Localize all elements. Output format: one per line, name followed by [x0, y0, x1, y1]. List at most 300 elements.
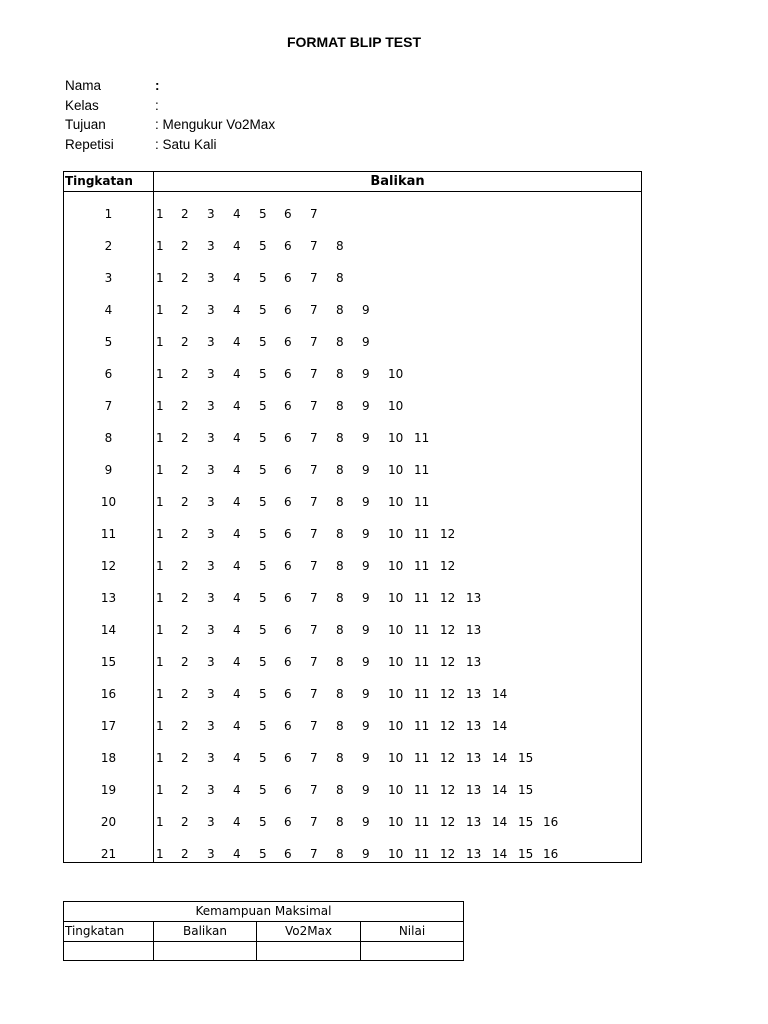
shuttle-number[interactable]: 8: [336, 271, 344, 285]
shuttle-number[interactable]: 2: [181, 399, 189, 413]
shuttle-number[interactable]: 3: [207, 559, 215, 573]
shuttle-number[interactable]: 1: [156, 367, 164, 381]
shuttle-number[interactable]: 7: [310, 751, 318, 765]
shuttle-number[interactable]: 5: [259, 847, 267, 861]
shuttle-number[interactable]: 6: [284, 815, 292, 829]
shuttle-number[interactable]: 1: [156, 559, 164, 573]
shuttle-number[interactable]: 10: [388, 495, 404, 509]
shuttle-number[interactable]: 1: [156, 239, 164, 253]
shuttle-number[interactable]: 1: [156, 463, 164, 477]
shuttle-number[interactable]: 12: [440, 687, 456, 701]
level-number: 7: [104, 399, 113, 413]
shuttle-number[interactable]: 8: [336, 751, 344, 765]
shuttle-number[interactable]: 13: [466, 591, 482, 605]
shuttle-number[interactable]: 11: [414, 623, 430, 637]
shuttle-number[interactable]: 11: [414, 559, 430, 573]
table-row: [64, 550, 641, 582]
shuttle-number[interactable]: 1: [156, 815, 164, 829]
shuttle-number[interactable]: 6: [284, 527, 292, 541]
shuttle-number[interactable]: 7: [310, 271, 318, 285]
shuttle-number[interactable]: 9: [362, 399, 370, 413]
shuttle-number[interactable]: 3: [207, 687, 215, 701]
shuttle-number[interactable]: 5: [259, 399, 267, 413]
shuttle-number[interactable]: 12: [440, 751, 456, 765]
shuttle-number[interactable]: 10: [388, 591, 404, 605]
shuttle-number[interactable]: 15: [518, 783, 534, 797]
shuttle-number[interactable]: 9: [362, 623, 370, 637]
info-value: :: [155, 78, 160, 93]
table-row: [64, 454, 641, 486]
shuttle-number[interactable]: 6: [284, 431, 292, 445]
shuttle-number[interactable]: 14: [492, 783, 508, 797]
shuttle-number[interactable]: 2: [181, 687, 189, 701]
shuttle-number[interactable]: 1: [156, 271, 164, 285]
shuttle-number[interactable]: 2: [181, 207, 189, 221]
shuttle-number[interactable]: 3: [207, 655, 215, 669]
summary-header-nilai: Nilai: [398, 924, 426, 938]
shuttle-number[interactable]: 2: [181, 495, 189, 509]
shuttle-number[interactable]: 5: [259, 591, 267, 605]
shuttle-number[interactable]: 11: [414, 751, 430, 765]
shuttle-number[interactable]: 3: [207, 207, 215, 221]
shuttle-number[interactable]: 9: [362, 847, 370, 861]
shuttle-number[interactable]: 12: [440, 847, 456, 861]
shuttle-number[interactable]: 4: [233, 751, 241, 765]
shuttle-number[interactable]: 2: [181, 239, 189, 253]
shuttle-number[interactable]: 6: [284, 303, 292, 317]
shuttle-number[interactable]: 5: [259, 815, 267, 829]
shuttle-number[interactable]: 3: [207, 783, 215, 797]
shuttle-number[interactable]: 12: [440, 591, 456, 605]
table-row: [64, 678, 641, 710]
shuttle-number[interactable]: 9: [362, 495, 370, 509]
shuttle-number[interactable]: 12: [440, 815, 456, 829]
shuttle-number[interactable]: 4: [233, 687, 241, 701]
shuttle-number[interactable]: 3: [207, 495, 215, 509]
shuttle-number[interactable]: 1: [156, 847, 164, 861]
shuttle-number[interactable]: 4: [233, 655, 241, 669]
table-row: [64, 646, 641, 678]
page-title: FORMAT BLIP TEST: [286, 34, 422, 50]
shuttle-number[interactable]: 10: [388, 719, 404, 733]
shuttle-number[interactable]: 4: [233, 271, 241, 285]
shuttle-number[interactable]: 7: [310, 815, 318, 829]
shuttle-number[interactable]: 13: [466, 687, 482, 701]
shuttle-number[interactable]: 1: [156, 751, 164, 765]
shuttle-number[interactable]: 8: [336, 463, 344, 477]
shuttle-number[interactable]: 9: [362, 559, 370, 573]
shuttle-number[interactable]: 2: [181, 463, 189, 477]
table-row: [64, 614, 641, 646]
shuttle-number[interactable]: 3: [207, 719, 215, 733]
shuttle-number[interactable]: 7: [310, 687, 318, 701]
shuttle-number[interactable]: 5: [259, 271, 267, 285]
shuttle-number[interactable]: 5: [259, 655, 267, 669]
shuttle-number[interactable]: 6: [284, 463, 292, 477]
shuttle-number[interactable]: 10: [388, 463, 404, 477]
shuttle-number[interactable]: 1: [156, 431, 164, 445]
shuttle-number[interactable]: 12: [440, 655, 456, 669]
shuttle-number[interactable]: 8: [336, 687, 344, 701]
shuttle-number[interactable]: 10: [388, 559, 404, 573]
shuttle-number[interactable]: 5: [259, 783, 267, 797]
shuttle-number[interactable]: 7: [310, 655, 318, 669]
shuttle-number[interactable]: 3: [207, 751, 215, 765]
shuttle-number[interactable]: 5: [259, 687, 267, 701]
table-row: [64, 358, 641, 390]
shuttle-number[interactable]: 2: [181, 591, 189, 605]
shuttle-number[interactable]: 4: [233, 847, 241, 861]
shuttle-number[interactable]: 16: [543, 847, 559, 861]
shuttle-number[interactable]: 8: [336, 559, 344, 573]
shuttle-number[interactable]: 2: [181, 303, 189, 317]
shuttle-number[interactable]: 12: [440, 623, 456, 637]
shuttle-number[interactable]: 2: [181, 335, 189, 349]
shuttle-number[interactable]: 5: [259, 719, 267, 733]
shuttle-number[interactable]: 13: [466, 751, 482, 765]
shuttle-number[interactable]: 6: [284, 591, 292, 605]
shuttle-number[interactable]: 12: [440, 559, 456, 573]
shuttle-number[interactable]: 4: [233, 815, 241, 829]
shuttle-number[interactable]: 6: [284, 847, 292, 861]
shuttle-number[interactable]: 7: [310, 431, 318, 445]
shuttle-number[interactable]: 8: [336, 847, 344, 861]
level-number: 21: [100, 847, 117, 861]
shuttle-number[interactable]: 5: [259, 623, 267, 637]
summary-cell-nilai[interactable]: [361, 942, 463, 961]
shuttle-number[interactable]: 12: [440, 719, 456, 733]
shuttle-number[interactable]: 2: [181, 751, 189, 765]
shuttle-number[interactable]: 4: [233, 719, 241, 733]
info-row-kelas: [65, 96, 275, 116]
shuttle-number[interactable]: 6: [284, 239, 292, 253]
level-number: 6: [104, 367, 113, 381]
shuttle-number[interactable]: 5: [259, 559, 267, 573]
shuttle-number[interactable]: 3: [207, 399, 215, 413]
summary-cell-balikan[interactable]: [154, 942, 256, 961]
header-divider: [64, 191, 641, 192]
shuttle-number[interactable]: 5: [259, 335, 267, 349]
shuttle-number[interactable]: 15: [518, 847, 534, 861]
shuttle-number[interactable]: 10: [388, 783, 404, 797]
shuttle-number[interactable]: 4: [233, 495, 241, 509]
header-level: Tingkatan: [65, 174, 133, 188]
shuttle-number[interactable]: 3: [207, 463, 215, 477]
level-number: 5: [104, 335, 113, 349]
shuttle-number[interactable]: 8: [336, 367, 344, 381]
shuttle-number[interactable]: 8: [336, 335, 344, 349]
shuttle-number[interactable]: 10: [388, 815, 404, 829]
shuttle-number[interactable]: 16: [543, 815, 559, 829]
summary-table: [63, 901, 464, 961]
shuttle-number[interactable]: 7: [310, 335, 318, 349]
shuttle-number[interactable]: 4: [233, 207, 241, 221]
shuttle-number[interactable]: 1: [156, 335, 164, 349]
shuttle-number[interactable]: 13: [466, 815, 482, 829]
shuttle-number[interactable]: 7: [310, 623, 318, 637]
shuttle-number[interactable]: 9: [362, 687, 370, 701]
shuttle-number[interactable]: 1: [156, 591, 164, 605]
shuttle-number[interactable]: 8: [336, 655, 344, 669]
shuttle-number[interactable]: 9: [362, 303, 370, 317]
info-row-nama: [65, 76, 275, 96]
shuttle-number[interactable]: 9: [362, 431, 370, 445]
shuttle-number[interactable]: 5: [259, 495, 267, 509]
shuttle-number[interactable]: 2: [181, 367, 189, 381]
level-number: 16: [100, 687, 117, 701]
shuttle-number[interactable]: 10: [388, 687, 404, 701]
info-row-tujuan: [65, 115, 275, 135]
shuttle-number[interactable]: 15: [518, 815, 534, 829]
shuttle-number[interactable]: 4: [233, 559, 241, 573]
info-value: : Satu Kali: [155, 136, 217, 152]
shuttle-number[interactable]: 2: [181, 655, 189, 669]
shuttle-number[interactable]: 13: [466, 719, 482, 733]
shuttle-number[interactable]: 2: [181, 815, 189, 829]
shuttle-number[interactable]: 13: [466, 623, 482, 637]
level-number: 10: [100, 495, 117, 509]
shuttle-number[interactable]: 5: [259, 751, 267, 765]
shuttle-number[interactable]: 6: [284, 719, 292, 733]
shuttle-number[interactable]: 8: [336, 719, 344, 733]
shuttle-number[interactable]: 7: [310, 367, 318, 381]
shuttle-number[interactable]: 3: [207, 847, 215, 861]
shuttle-number[interactable]: 3: [207, 527, 215, 541]
shuttle-number[interactable]: 9: [362, 783, 370, 797]
shuttle-number[interactable]: 7: [310, 495, 318, 509]
shuttle-number[interactable]: 7: [310, 207, 318, 221]
shuttle-number[interactable]: 1: [156, 687, 164, 701]
shuttle-number[interactable]: 11: [414, 495, 430, 509]
shuttle-number[interactable]: 2: [181, 719, 189, 733]
shuttle-number[interactable]: 9: [362, 591, 370, 605]
shuttle-number[interactable]: 4: [233, 303, 241, 317]
shuttle-number[interactable]: 13: [466, 783, 482, 797]
table-row: [64, 294, 641, 326]
level-number: 15: [100, 655, 117, 669]
shuttle-number[interactable]: 9: [362, 367, 370, 381]
level-number: 3: [104, 271, 113, 285]
level-number: 14: [100, 623, 117, 637]
shuttle-number[interactable]: 11: [414, 783, 430, 797]
summary-cell-vo2max[interactable]: [257, 942, 360, 961]
shuttle-number[interactable]: 15: [518, 751, 534, 765]
shuttle-number[interactable]: 8: [336, 527, 344, 541]
level-number: 18: [100, 751, 117, 765]
level-number: 19: [100, 783, 117, 797]
shuttle-number[interactable]: 3: [207, 303, 215, 317]
shuttle-number[interactable]: 11: [414, 655, 430, 669]
shuttle-number[interactable]: 8: [336, 431, 344, 445]
info-label: Nama: [65, 78, 102, 93]
shuttle-number[interactable]: 5: [259, 239, 267, 253]
shuttle-number[interactable]: 6: [284, 495, 292, 509]
shuttle-number[interactable]: 3: [207, 367, 215, 381]
shuttle-number[interactable]: 12: [440, 527, 456, 541]
shuttle-number[interactable]: 9: [362, 655, 370, 669]
shuttle-number[interactable]: 10: [388, 399, 404, 413]
shuttle-number[interactable]: 2: [181, 271, 189, 285]
shuttle-number[interactable]: 10: [388, 751, 404, 765]
shuttle-number[interactable]: 8: [336, 495, 344, 509]
shuttle-number[interactable]: 8: [336, 399, 344, 413]
shuttle-number[interactable]: 5: [259, 463, 267, 477]
table-row: [64, 262, 641, 294]
shuttle-number[interactable]: 7: [310, 847, 318, 861]
shuttle-number[interactable]: 10: [388, 655, 404, 669]
shuttle-number[interactable]: 8: [336, 239, 344, 253]
shuttle-number[interactable]: 9: [362, 719, 370, 733]
shuttle-number[interactable]: 3: [207, 335, 215, 349]
shuttle-number[interactable]: 4: [233, 239, 241, 253]
shuttle-number[interactable]: 9: [362, 335, 370, 349]
shuttle-number[interactable]: 14: [492, 687, 508, 701]
shuttle-number[interactable]: 11: [414, 431, 430, 445]
shuttle-number[interactable]: 9: [362, 527, 370, 541]
shuttle-number[interactable]: 8: [336, 783, 344, 797]
shuttle-number[interactable]: 11: [414, 463, 430, 477]
shuttle-number[interactable]: 9: [362, 463, 370, 477]
shuttle-number[interactable]: 2: [181, 847, 189, 861]
shuttle-number[interactable]: 6: [284, 399, 292, 413]
shuttle-number[interactable]: 8: [336, 815, 344, 829]
shuttle-number[interactable]: 8: [336, 623, 344, 637]
table-body: [64, 198, 641, 870]
shuttle-number[interactable]: 8: [336, 303, 344, 317]
level-number: 1: [104, 207, 113, 221]
shuttle-number[interactable]: 11: [414, 591, 430, 605]
info-block: [65, 76, 275, 154]
shuttle-number[interactable]: 2: [181, 559, 189, 573]
shuttle-number[interactable]: 5: [259, 207, 267, 221]
table-row: [64, 230, 641, 262]
shuttle-number[interactable]: 6: [284, 559, 292, 573]
shuttle-number[interactable]: 4: [233, 367, 241, 381]
shuttle-number[interactable]: 6: [284, 335, 292, 349]
shuttle-number[interactable]: 7: [310, 783, 318, 797]
shuttle-number[interactable]: 13: [466, 847, 482, 861]
shuttle-number[interactable]: 6: [284, 655, 292, 669]
shuttle-number[interactable]: 4: [233, 591, 241, 605]
summary-cell-tingkatan[interactable]: [64, 942, 153, 961]
shuttle-number[interactable]: 4: [233, 623, 241, 637]
shuttle-number[interactable]: 7: [310, 239, 318, 253]
summary-header-vo2max: Vo2Max: [284, 924, 333, 938]
shuttle-number[interactable]: 10: [388, 431, 404, 445]
shuttle-number[interactable]: 4: [233, 431, 241, 445]
shuttle-number[interactable]: 4: [233, 527, 241, 541]
shuttle-number[interactable]: 14: [492, 751, 508, 765]
shuttle-number[interactable]: 3: [207, 431, 215, 445]
shuttle-number[interactable]: 6: [284, 367, 292, 381]
shuttle-number[interactable]: 1: [156, 527, 164, 541]
blip-test-table: [63, 171, 642, 863]
shuttle-number[interactable]: 6: [284, 687, 292, 701]
shuttle-number[interactable]: 4: [233, 783, 241, 797]
shuttle-number[interactable]: 5: [259, 431, 267, 445]
shuttle-number[interactable]: 7: [310, 463, 318, 477]
shuttle-number[interactable]: 1: [156, 303, 164, 317]
shuttle-number[interactable]: 11: [414, 527, 430, 541]
shuttle-number[interactable]: 7: [310, 527, 318, 541]
shuttle-number[interactable]: 1: [156, 783, 164, 797]
shuttle-number[interactable]: 12: [440, 783, 456, 797]
shuttle-number[interactable]: 2: [181, 527, 189, 541]
shuttle-number[interactable]: 4: [233, 335, 241, 349]
shuttle-number[interactable]: 11: [414, 687, 430, 701]
table-row: [64, 742, 641, 774]
table-row: [64, 486, 641, 518]
shuttle-number[interactable]: 6: [284, 623, 292, 637]
shuttle-number[interactable]: 6: [284, 783, 292, 797]
shuttle-number[interactable]: 11: [414, 847, 430, 861]
shuttle-number[interactable]: 5: [259, 527, 267, 541]
shuttle-number[interactable]: 8: [336, 591, 344, 605]
shuttle-number[interactable]: 1: [156, 719, 164, 733]
shuttle-number[interactable]: 11: [414, 815, 430, 829]
shuttle-number[interactable]: 7: [310, 719, 318, 733]
shuttle-number[interactable]: 6: [284, 751, 292, 765]
shuttle-number[interactable]: 10: [388, 527, 404, 541]
shuttle-number[interactable]: 4: [233, 463, 241, 477]
shuttle-number[interactable]: 3: [207, 239, 215, 253]
shuttle-number[interactable]: 14: [492, 719, 508, 733]
shuttle-number[interactable]: 6: [284, 207, 292, 221]
shuttle-number[interactable]: 5: [259, 303, 267, 317]
shuttle-number[interactable]: 3: [207, 591, 215, 605]
shuttle-number[interactable]: 4: [233, 399, 241, 413]
shuttle-number[interactable]: 10: [388, 367, 404, 381]
shuttle-number[interactable]: 3: [207, 815, 215, 829]
shuttle-number[interactable]: 6: [284, 271, 292, 285]
info-label: Tujuan: [65, 117, 106, 132]
shuttle-number[interactable]: 1: [156, 655, 164, 669]
level-number: 9: [104, 463, 113, 477]
shuttle-number[interactable]: 2: [181, 783, 189, 797]
table-row: [64, 326, 641, 358]
shuttle-number[interactable]: 14: [492, 847, 508, 861]
table-row: [64, 582, 641, 614]
shuttle-number[interactable]: 9: [362, 815, 370, 829]
level-number: 20: [100, 815, 117, 829]
shuttle-number[interactable]: 7: [310, 559, 318, 573]
shuttle-number[interactable]: 13: [466, 655, 482, 669]
shuttle-number[interactable]: 7: [310, 399, 318, 413]
shuttle-number[interactable]: 2: [181, 623, 189, 637]
shuttle-number[interactable]: 14: [492, 815, 508, 829]
info-value: : Mengukur Vo2Max: [155, 117, 276, 132]
shuttle-number[interactable]: 10: [388, 623, 404, 637]
level-number: 2: [104, 239, 113, 253]
shuttle-number[interactable]: 11: [414, 719, 430, 733]
summary-title: Kemampuan Maksimal: [195, 904, 332, 918]
shuttle-number[interactable]: 9: [362, 751, 370, 765]
shuttle-number[interactable]: 1: [156, 207, 164, 221]
shuttle-number[interactable]: 1: [156, 399, 164, 413]
shuttle-number[interactable]: 3: [207, 623, 215, 637]
shuttle-number[interactable]: 2: [181, 431, 189, 445]
shuttle-number[interactable]: 1: [156, 495, 164, 509]
shuttle-number[interactable]: 7: [310, 591, 318, 605]
shuttle-number[interactable]: 5: [259, 367, 267, 381]
level-number: 4: [104, 303, 113, 317]
shuttle-number[interactable]: 7: [310, 303, 318, 317]
shuttle-number[interactable]: 10: [388, 847, 404, 861]
summary-header-balikan: Balikan: [183, 924, 227, 938]
table-row: [64, 838, 641, 870]
shuttle-number[interactable]: 3: [207, 271, 215, 285]
shuttle-number[interactable]: 1: [156, 623, 164, 637]
